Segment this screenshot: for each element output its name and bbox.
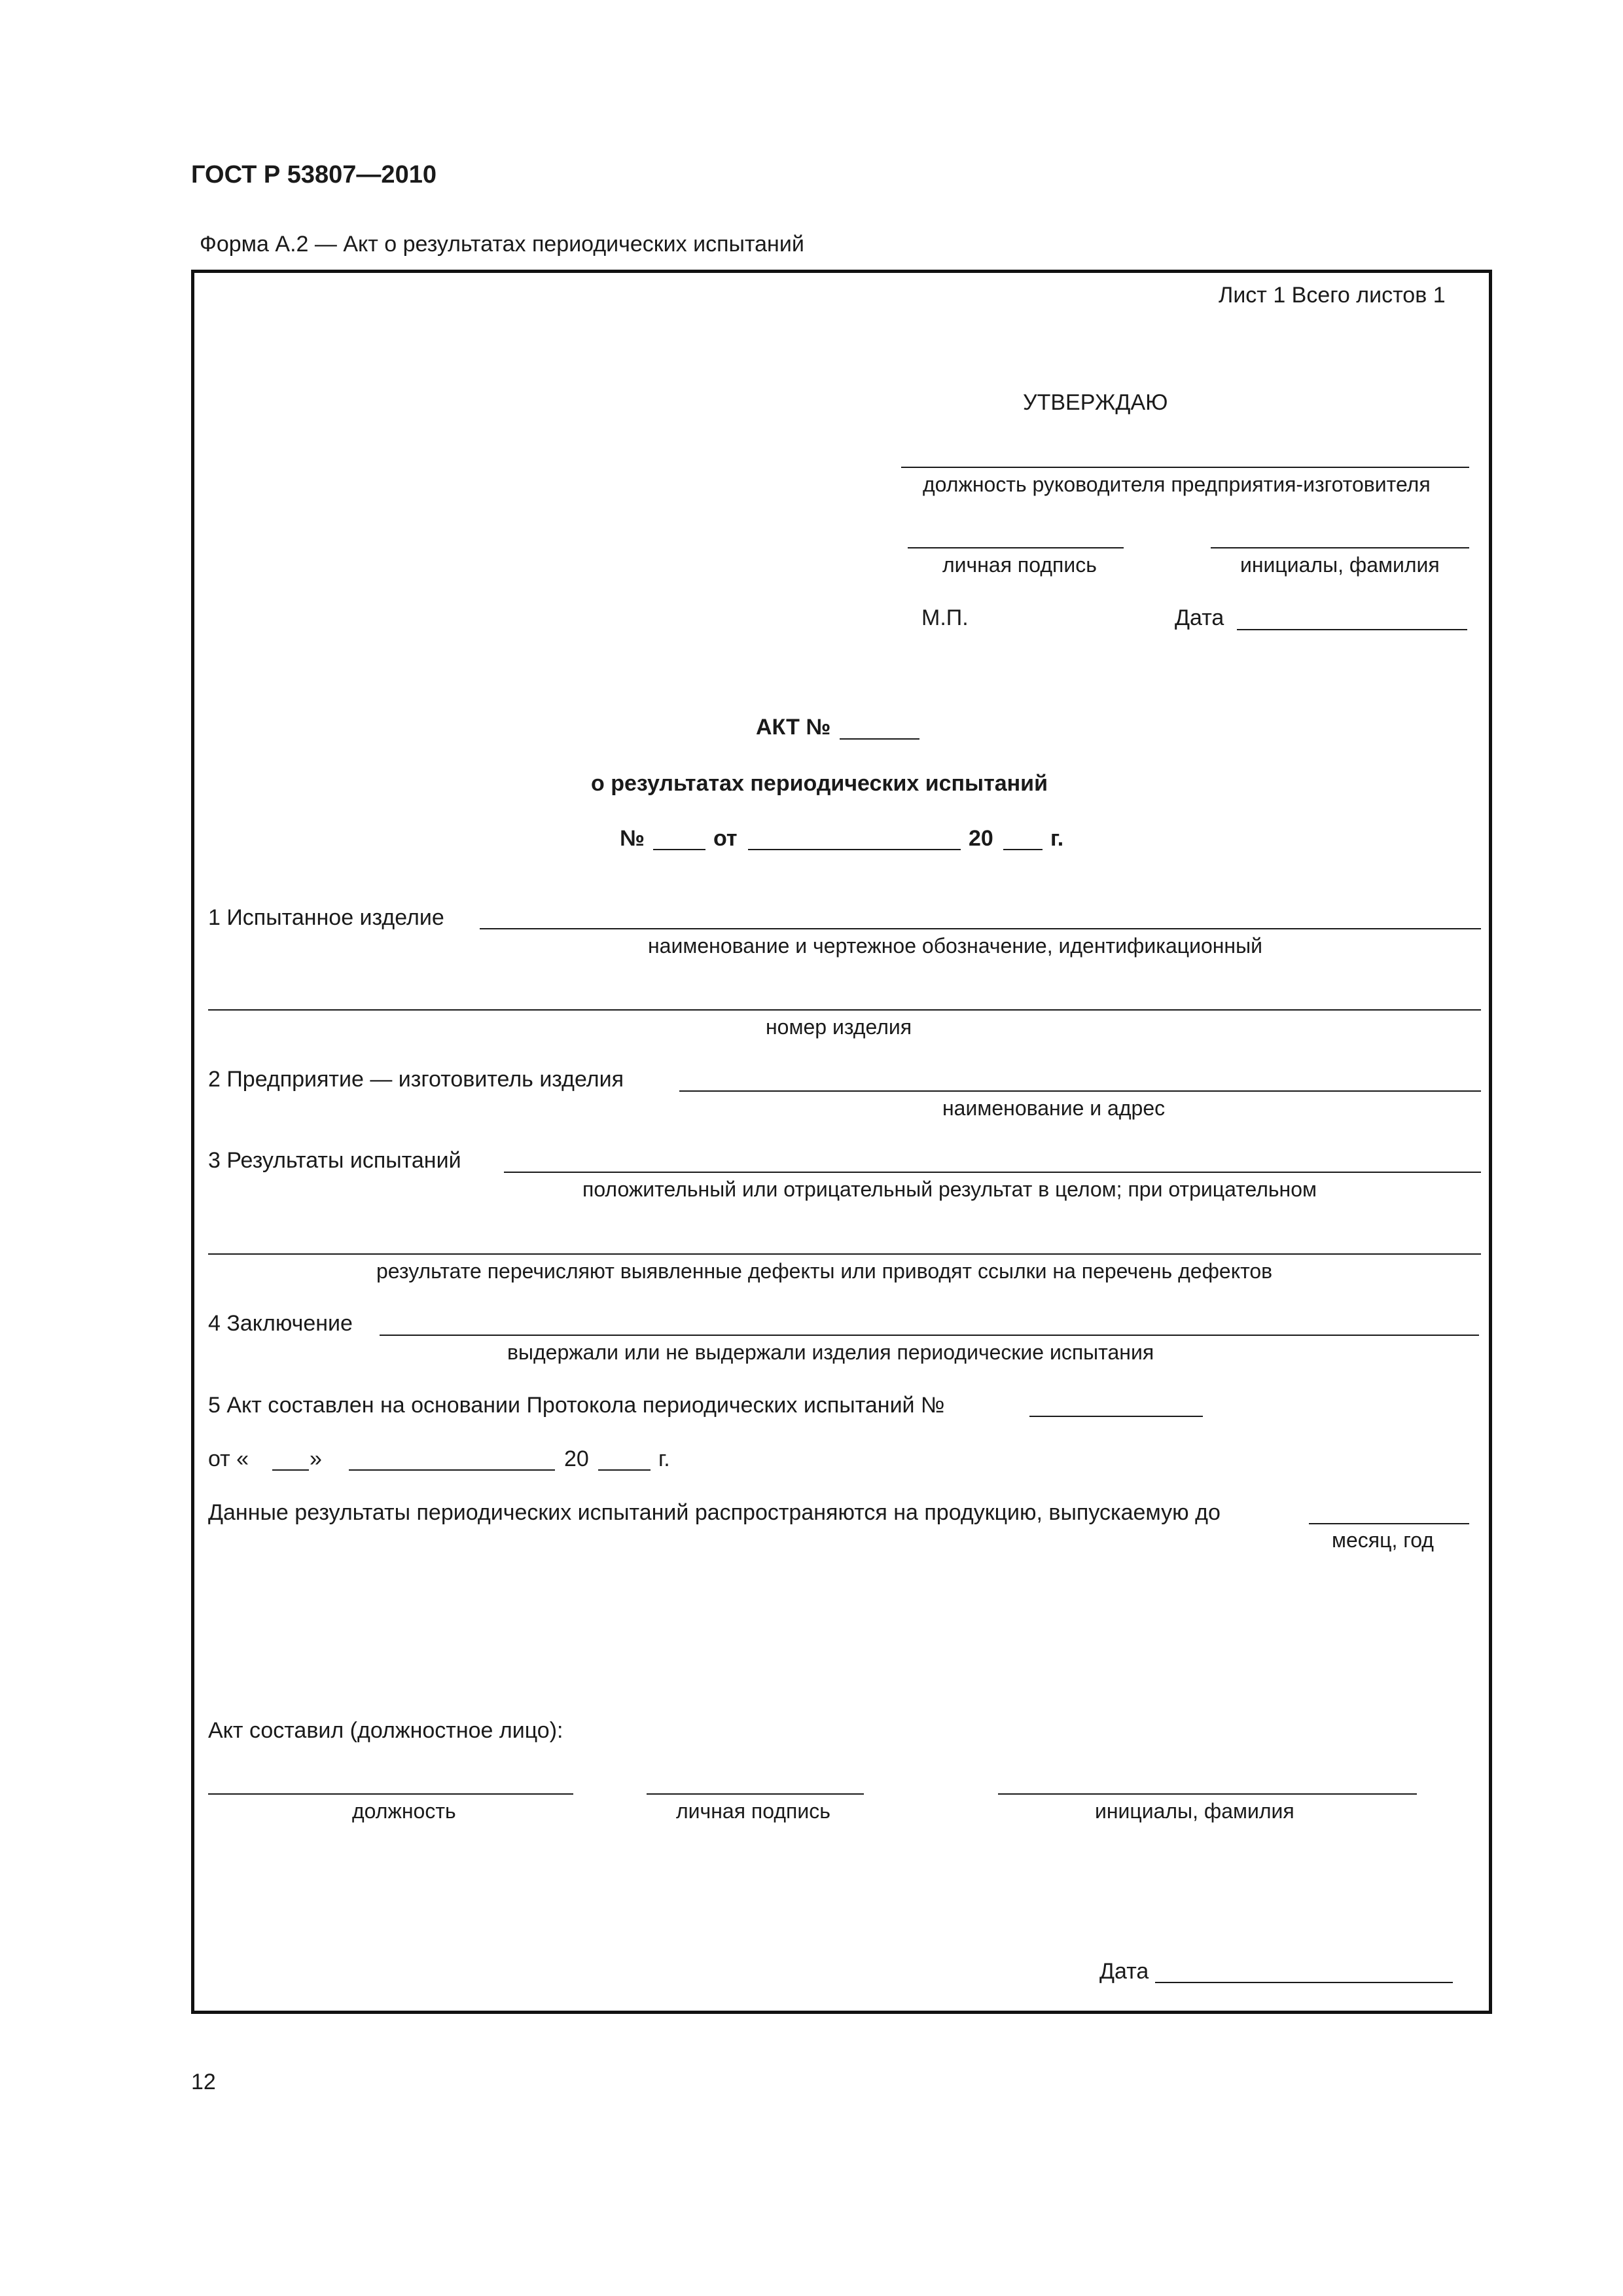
form-caption: Форма А.2 — Акт о результатах периодических испытаний xyxy=(200,232,804,257)
item1-line[interactable] xyxy=(480,928,1481,929)
item2-line[interactable] xyxy=(679,1090,1481,1092)
item1-label: 1 Испытанное изделие xyxy=(208,905,444,930)
item4-label: 4 Заключение xyxy=(208,1311,353,1336)
item3-label: 3 Результаты испытаний xyxy=(208,1148,461,1173)
act-title: АКТ № xyxy=(756,715,831,740)
stamp-label: М.П. xyxy=(921,605,969,630)
compiled-name-caption: инициалы, фамилия xyxy=(1095,1799,1294,1823)
compiled-date-line[interactable] xyxy=(1155,1982,1453,1983)
item3-second-line[interactable] xyxy=(208,1253,1481,1255)
approval-name-caption: инициалы, фамилия xyxy=(1240,553,1440,577)
compiled-date-label: Дата xyxy=(1099,1959,1149,1984)
validity-caption: месяц, год xyxy=(1332,1528,1434,1552)
approval-signature-caption: личная подпись xyxy=(942,553,1097,577)
act-year-suffix: г. xyxy=(1050,826,1064,851)
act-from-label: от xyxy=(713,826,738,851)
act-number-label: № xyxy=(620,826,645,851)
compiled-name-line[interactable] xyxy=(998,1793,1417,1795)
compiled-label: Акт составил (должностное лицо): xyxy=(208,1718,563,1743)
item5-date-open: от « xyxy=(208,1446,249,1471)
approval-name-line[interactable] xyxy=(1211,547,1469,548)
act-year-prefix: 20 xyxy=(969,826,993,851)
item4-line[interactable] xyxy=(380,1335,1479,1336)
item1-caption2: номер изделия xyxy=(766,1015,912,1039)
approval-date-line[interactable] xyxy=(1237,629,1467,630)
item5-month-line[interactable] xyxy=(349,1469,555,1471)
approval-signature-line[interactable] xyxy=(908,547,1124,548)
approval-title: УТВЕРЖДАЮ xyxy=(1023,390,1168,415)
act-subtitle: о результатах периодических испытаний xyxy=(591,771,1048,796)
item5-year-suffix: г. xyxy=(658,1446,670,1471)
validity-text: Данные результаты периодических испытаний распространяются на продукцию, выпускаемую до xyxy=(208,1500,1221,1525)
sheet-info: Лист 1 Всего листов 1 xyxy=(1219,283,1446,308)
compiled-signature-line[interactable] xyxy=(647,1793,864,1795)
form-frame xyxy=(191,270,1492,2014)
item3-caption1: положительный или отрицательный результат в целом; при отрицательном xyxy=(582,1177,1317,1201)
item3-caption2: результате перечисляют выявленные дефекты или приводят ссылки на перечень дефектов xyxy=(376,1259,1273,1283)
compiled-signature-caption: личная подпись xyxy=(676,1799,830,1823)
item5-label: 5 Акт составлен на основании Протокола периодических испытаний № xyxy=(208,1393,945,1418)
approval-position-caption: должность руководителя предприятия-изготовителя xyxy=(923,473,1431,496)
approval-position-line[interactable] xyxy=(901,467,1469,468)
act-number-blank[interactable] xyxy=(653,849,705,850)
item2-label: 2 Предприятие — изготовитель изделия xyxy=(208,1067,624,1092)
item5-protocol-number-line[interactable] xyxy=(1029,1416,1203,1417)
validity-line[interactable] xyxy=(1309,1523,1469,1524)
item2-caption: наименование и адрес xyxy=(942,1096,1166,1120)
compiled-position-line[interactable] xyxy=(208,1793,573,1795)
page-number: 12 xyxy=(191,2070,216,2094)
item3-line[interactable] xyxy=(504,1172,1481,1173)
document-standard-header: ГОСТ Р 53807—2010 xyxy=(191,161,437,188)
item5-day-line[interactable] xyxy=(272,1469,309,1471)
item1-second-line[interactable] xyxy=(208,1009,1481,1011)
item5-date-close: » xyxy=(310,1446,322,1471)
item5-year-line[interactable] xyxy=(598,1469,651,1471)
item1-caption1: наименование и чертежное обозначение, идентификационный xyxy=(648,934,1262,958)
approval-date-label: Дата xyxy=(1175,605,1224,630)
act-year-blank[interactable] xyxy=(1003,849,1043,850)
act-date-blank[interactable] xyxy=(748,849,961,850)
item4-caption: выдержали или не выдержали изделия периодические испытания xyxy=(507,1340,1154,1364)
item5-year-prefix: 20 xyxy=(564,1446,589,1471)
act-number-line[interactable] xyxy=(840,738,919,740)
compiled-position-caption: должность xyxy=(352,1799,456,1823)
